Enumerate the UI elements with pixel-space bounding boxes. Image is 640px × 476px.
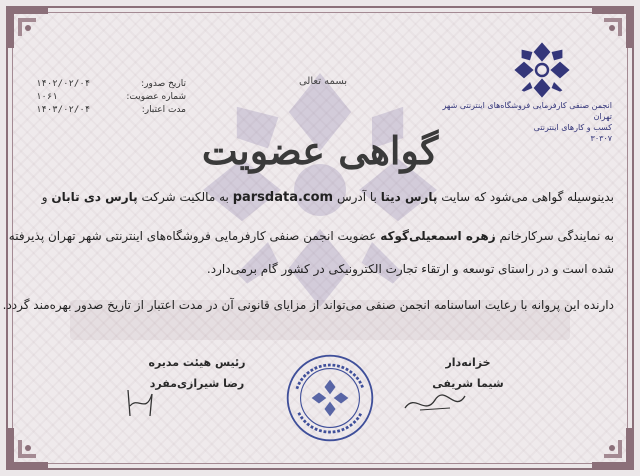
representative-name: زهره اسمعیلی‌گوکه — [380, 229, 496, 243]
body-line-4: دارنده این پروانه با رعایت اساسنامه انجمن صنفی می‌تواند از مزایای قانونی آن در مدت اعتبار از تاریخ صدور بهره‌مند گردد. — [2, 298, 614, 312]
body-text-segment: و — [41, 190, 48, 204]
site-name: پارس دیتا — [380, 190, 438, 204]
organization-logo-icon — [512, 40, 572, 100]
company-name: پارس دی تابان — [51, 190, 138, 204]
body-text-segment: به نمایندگی سرکارخانم — [499, 229, 614, 243]
corner-ornament-icon — [6, 426, 50, 470]
validity-label: مدت اعتبار: — [141, 105, 186, 115]
corner-ornament-icon — [590, 426, 634, 470]
body-line-1 — [26, 190, 614, 205]
chairman-name: رضا شیرازی‌مفرد — [149, 377, 245, 390]
member-number-row — [36, 91, 186, 104]
certificate-metadata — [36, 78, 186, 117]
bismillah-heading: بسمه تعالی — [298, 76, 348, 87]
chairman-handwritten-signature-icon — [120, 386, 160, 420]
corner-ornament-icon — [6, 6, 50, 50]
certificate-title: گواهی عضویت — [201, 128, 439, 173]
issue-date-row — [36, 78, 186, 91]
member-number-value: ۱۰۶۱ — [36, 92, 58, 102]
body-line-3: شده است و در راستای توسعه و ارتقاء تجارت الکترونیکی در کشور گام برمی‌دارد. — [206, 262, 614, 276]
organization-reg-number: ۳۰۳۰۷ — [590, 134, 612, 143]
treasurer-role: خزانه‌دار — [445, 356, 491, 369]
official-stamp-icon — [284, 352, 376, 444]
organization-line2: کسب و کارهای اینترنتی — [533, 123, 612, 132]
chairman-signature-block — [112, 356, 282, 390]
member-number-label: شماره عضویت: — [126, 92, 186, 102]
body-text-segment: به مالکیت شرکت — [141, 190, 229, 204]
treasurer-handwritten-signature-icon — [400, 388, 470, 418]
validity-value: ۱۴۰۳/۰۲/۰۴ — [36, 105, 91, 115]
site-domain: parsdata.com — [232, 190, 334, 205]
organization-line1: انجمن صنفی کارفرمایی فروشگاه‌های اینترنتی شهر تهران — [442, 101, 612, 121]
body-line-2 — [8, 229, 614, 243]
validity-row — [36, 104, 186, 117]
body-text-segment: بدینوسیله گواهی می‌شود که سایت — [441, 190, 614, 204]
body-text-segment: عضویت انجمن صنفی کارفرمایی فروشگاه‌های اینترنتی شهر تهران پذیرفته — [8, 229, 377, 243]
body-text-segment: با آدرس — [336, 190, 377, 204]
issue-date-label: تاریخ صدور: — [141, 79, 186, 89]
issue-date-value: ۱۴۰۲/۰۲/۰۴ — [36, 79, 91, 89]
treasurer-signature-block — [388, 356, 548, 390]
chairman-role: رئیس هیئت مدیره — [148, 356, 246, 369]
treasurer-name: شیما شریفی — [432, 377, 504, 390]
